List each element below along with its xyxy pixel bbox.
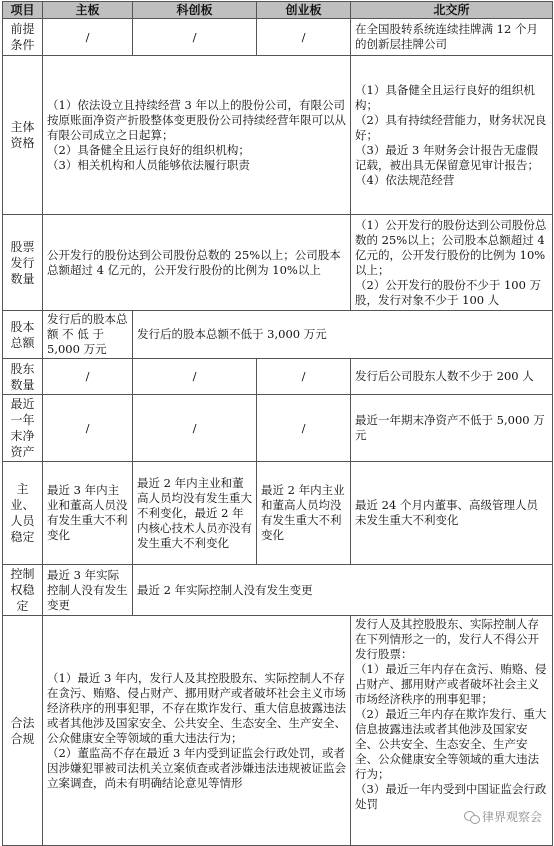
- cell-premise-gem: /: [257, 19, 351, 56]
- ipo-comparison-table: [2, 1, 553, 846]
- wechat-icon: [464, 811, 479, 823]
- row-net-assets: [3, 395, 553, 462]
- cell-stability-gem: 最近 2 年内主业和董高人员均没有发生重大不利变化: [257, 462, 351, 565]
- row-label-qualification: 主体资格: [3, 56, 43, 215]
- row-qualification: [3, 56, 553, 215]
- cell-net-assets-bse: 最近一年期末净资产不低于 5,000 万元: [351, 395, 553, 462]
- row-premise: [3, 19, 553, 56]
- header-bse: 北交所: [351, 2, 553, 19]
- cell-premise-bse: 在全国股转系统连续挂牌满 12 个月的创新层挂牌公司: [351, 19, 553, 56]
- cell-premise-main: /: [43, 19, 133, 56]
- header-row: [3, 2, 553, 19]
- row-label-shareholders: 股东数量: [3, 359, 43, 395]
- row-label-control: 控制权稳定: [3, 565, 43, 616]
- cell-qualification-main: [43, 56, 351, 215]
- watermark-text: 律界观察会: [481, 810, 542, 824]
- row-label-net-assets: 最近一年末净资产: [3, 395, 43, 462]
- text-line: （1）公开发行的股份达到公司股份总数的 25%以上；公司股本总额超过 4 亿元的，公开发行股份的比例为 10%以上；: [355, 217, 547, 277]
- row-label-premise: 前提条件: [3, 19, 43, 56]
- watermark: [464, 808, 542, 825]
- text-line: （2）公开发行的股份不少于 100 万股，发行对象不少于 100 人: [355, 277, 542, 307]
- text-line: （3）最近一年内受到中国证监会行政处罚: [355, 782, 547, 811]
- row-label-issuance: 股票发行数量: [3, 215, 43, 311]
- text-line: （2）董监高不存在最近 3 年内受到证监会行政处罚，或者因涉嫌犯罪被司法机关立案侦查或者涉嫌违法违规被证监会立案调查，尚未有明确结论意见等情形: [47, 745, 346, 790]
- cell-issuance-main: 公开发行的股份达到公司股份总数的 25%以上；公司股本总额超过 4 亿元的，公开发行股份的比例为 10%以上: [43, 215, 351, 311]
- text-line: （2）具有持续经营能力，财务状况良好；: [355, 112, 547, 142]
- header-main-board: 主板: [43, 2, 133, 19]
- header-gem: 创业板: [257, 2, 351, 19]
- cell-control-main: 最近 3 年实际控制人没有发生变更: [43, 565, 133, 616]
- cell-net-assets-gem: /: [257, 395, 351, 462]
- text-line: 发行人及其控股股东、实际控制人存在下列情形之一的，发行人不得公开发行股票：: [355, 617, 539, 661]
- cell-qualification-bse: [351, 56, 553, 215]
- cell-shareholders-bse: 发行后公司股东人数不少于 200 人: [351, 359, 553, 395]
- text-line: （1）最近三年内存在贪污、贿赂、侵占财产、挪用财产或者破坏社会主义市场经济秩序的刑事犯罪；: [355, 662, 547, 706]
- cell-stability-star: 最近 2 年内主业和董高人员均没有发生重大不利变化，最近 2 年内核心技术人员亦没有发生重大不利变化: [133, 462, 257, 565]
- cell-net-assets-star: /: [133, 395, 257, 462]
- row-label-compliance: 合法合规: [3, 616, 43, 846]
- text-line: （4）依法规范经营: [355, 172, 455, 187]
- text-line: （2）最近三年内存在欺诈发行、重大信息披露违法或者其他涉及国家安全、公共安全、生态安全、生产安全、公众健康安全等领域的重大违法行为；: [355, 707, 547, 781]
- text-line: （1）最近 3 年内，发行人及其控股股东、实际控制人不存在贪污、贿赂、侵占财产、挪用财产或者破坏社会主义市场经济秩序的刑事犯罪，不存在欺诈发行、重大信息披露违法或者其他涉及国家安全、公共安全、生态安全、生产安全、公众健康安全等领域的重大违法行为；: [47, 670, 346, 745]
- header-item: 项目: [3, 2, 43, 19]
- cell-shareholders-star: /: [133, 359, 257, 395]
- cell-stability-bse: 最近 24 个月内董事、高级管理人员未发生重大不利变化: [351, 462, 553, 565]
- row-stability: [3, 462, 553, 565]
- text-line: （1）具备健全且运行良好的组织机构；: [355, 82, 535, 112]
- row-control: [3, 565, 553, 616]
- cell-issuance-bse: [351, 215, 553, 311]
- cell-shareholders-gem: /: [257, 359, 351, 395]
- row-capital: [3, 311, 553, 359]
- cell-premise-star: /: [133, 19, 257, 56]
- text-line: （2）具备健全且运行良好的组织机构；: [47, 142, 250, 157]
- text-line: （3）相关机构和人员能够依法履行职责: [47, 157, 250, 172]
- cell-shareholders-main: /: [43, 359, 133, 395]
- cell-capital-main: 发行后的股本总 额 不 低 于 5,000 万元: [43, 311, 133, 359]
- cell-control-others: 最近 2 年实际控制人没有发生变更: [133, 565, 553, 616]
- text-line: （3）最近 3 年财务会计报告无虚假记载，被出具无保留意见审计报告；: [355, 142, 539, 172]
- cell-compliance-main: [43, 616, 351, 846]
- cell-net-assets-main: /: [43, 395, 133, 462]
- text-line: （1）依法设立且持续经营 3 年以上的股份公司，有限公司按原账面净资产折股整体变更股份公司持续经营年限可以从有限公司成立之日起算；: [47, 97, 346, 142]
- header-star-market: 科创板: [133, 2, 257, 19]
- cell-stability-main: 最近 3 年内主业和董高人员没有发生重大不利变化: [43, 462, 133, 565]
- row-label-stability: 主业、人员稳定: [3, 462, 43, 565]
- row-label-capital: 股本总额: [3, 311, 43, 359]
- row-shareholders: [3, 359, 553, 395]
- cell-capital-others: 发行后的股本总额不低于 3,000 万元: [133, 311, 553, 359]
- row-issuance: [3, 215, 553, 311]
